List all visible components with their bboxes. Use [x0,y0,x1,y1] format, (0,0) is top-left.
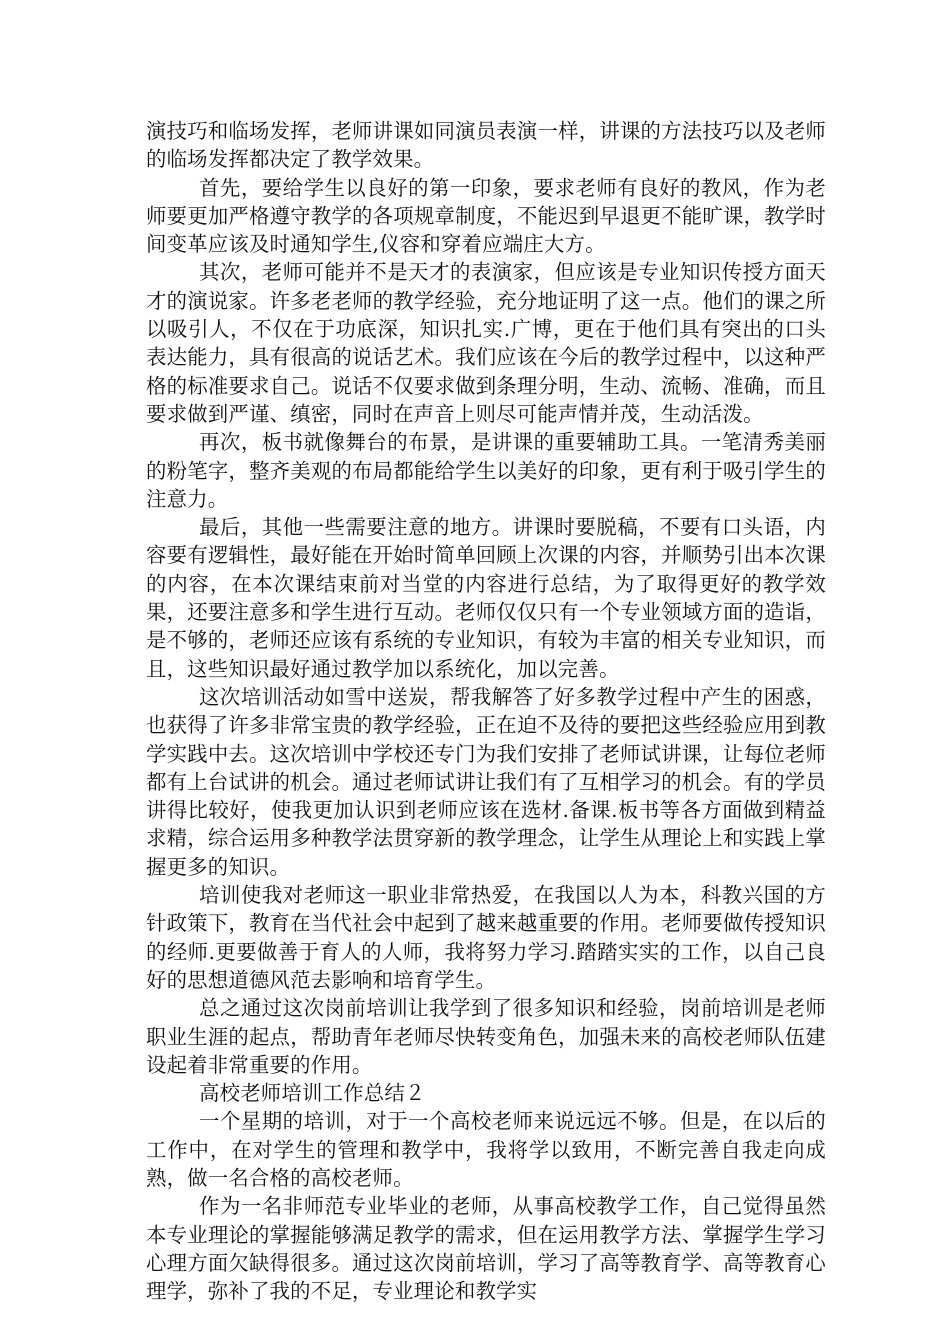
paragraph-6: 这次培训活动如雪中送炭，帮我解答了好多教学过程中产生的困惑，也获得了许多非常宝贵的教学经验，正在迫不及待的要把这些经验应用到教学实践中去。这次培训中学校还专门为我们安排了老师试讲课，让每位老师都有上台试讲的机会。通过老师试讲让我们有了互相学习的机会。有的学员讲得比较好，使我更加认识到老师应该在选材.备课.板书等各方面做到精益求精，综合运用多种教学法贯穿新的教学理念，让学生从理论上和实践上掌握更多的知识。 [146,684,826,879]
paragraph-5: 最后，其他一些需要注意的地方。讲课时要脱稿，不要有口头语，内容要有逻辑性，最好能在开始时简单回顾上次课的内容，并顺势引出本次课的内容，在本次课结束前对当堂的内容进行总结，为了取得更好的教学效果，还要注意多和学生进行互动。老师仅仅只有一个专业领域方面的造诣，是不够的，老师还应该有系统的专业知识，有较为丰富的相关专业知识，而且，这些知识最好通过教学加以系统化，加以完善。 [146,515,826,681]
paragraph-2: 首先，要给学生以良好的第一印象，要求老师有良好的教风，作为老师要更加严格遵守教学的各项规章制度，不能迟到早退更不能旷课，教学时间变革应该及时通知学生,仪容和穿着应端庄大方。 [146,175,826,257]
section-heading: 高校老师培训工作总结２ [199,1081,426,1106]
paragraph-4: 再次，板书就像舞台的布景，是讲课的重要辅助工具。一笔清秀美丽的粉笔字，整齐美观的布局都能给学生以美好的印象，更有利于吸引学生的注意力。 [146,430,826,511]
paragraph-3: 其次，老师可能并不是天才的表演家，但应该是专业知识传授方面天才的演说家。许多老老师的教学经验，充分地证明了这一点。他们的课之所以吸引人，不仅在于功底深，知识扎实.广博，更在于他们具有突出的口头表达能力，具有很高的说话艺术。我们应该在今后的教学过程中，以这种严格的标准要求自己。说话不仅要求做到条理分明，生动、流畅、准确，而且要求做到严谨、缜密，同时在声音上则尽可能声情并茂，生动活泼。 [146,260,826,426]
paragraph-1: 演技巧和临场发挥，老师讲课如同演员表演一样，讲课的方法技巧以及老师的临场发挥都决定了教学效果。 [146,119,826,172]
paragraph-7: 培训使我对老师这一职业非常热爱，在我国以人为本，科教兴国的方针政策下，教育在当代社会中起到了越来越重要的作用。老师要做传授知识的经师.更要做善于育人的人师，我将努力学习.踏踏实实的工作，以自己良好的思想道德风范去影响和培育学生。 [146,883,826,992]
paragraph-8: 总之通过这次岗前培训让我学到了很多知识和经验，岗前培训是老师职业生涯的起点，帮助青年老师尽快转变角色，加强未来的高校老师队伍建设起着非常重要的作用。 [146,996,826,1077]
document-body [146,117,826,1305]
paragraph-9: 一个星期的培训，对于一个高校老师来说远远不够。但是，在以后的工作中，在对学生的管理和教学中，我将学以致用，不断完善自我走向成熟，做一名合格的高校老师。 [146,1109,826,1190]
paragraph-10: 作为一名非师范专业毕业的老师，从事高校教学工作，自己觉得虽然本专业理论的掌握能够满足教学的需求，但在运用教学方法、掌握学生学习心理方面欠缺得很多。通过这次岗前培训，学习了高等教育学、高等教育心理学，弥补了我的不足，专业理论和教学实 [146,1194,826,1304]
